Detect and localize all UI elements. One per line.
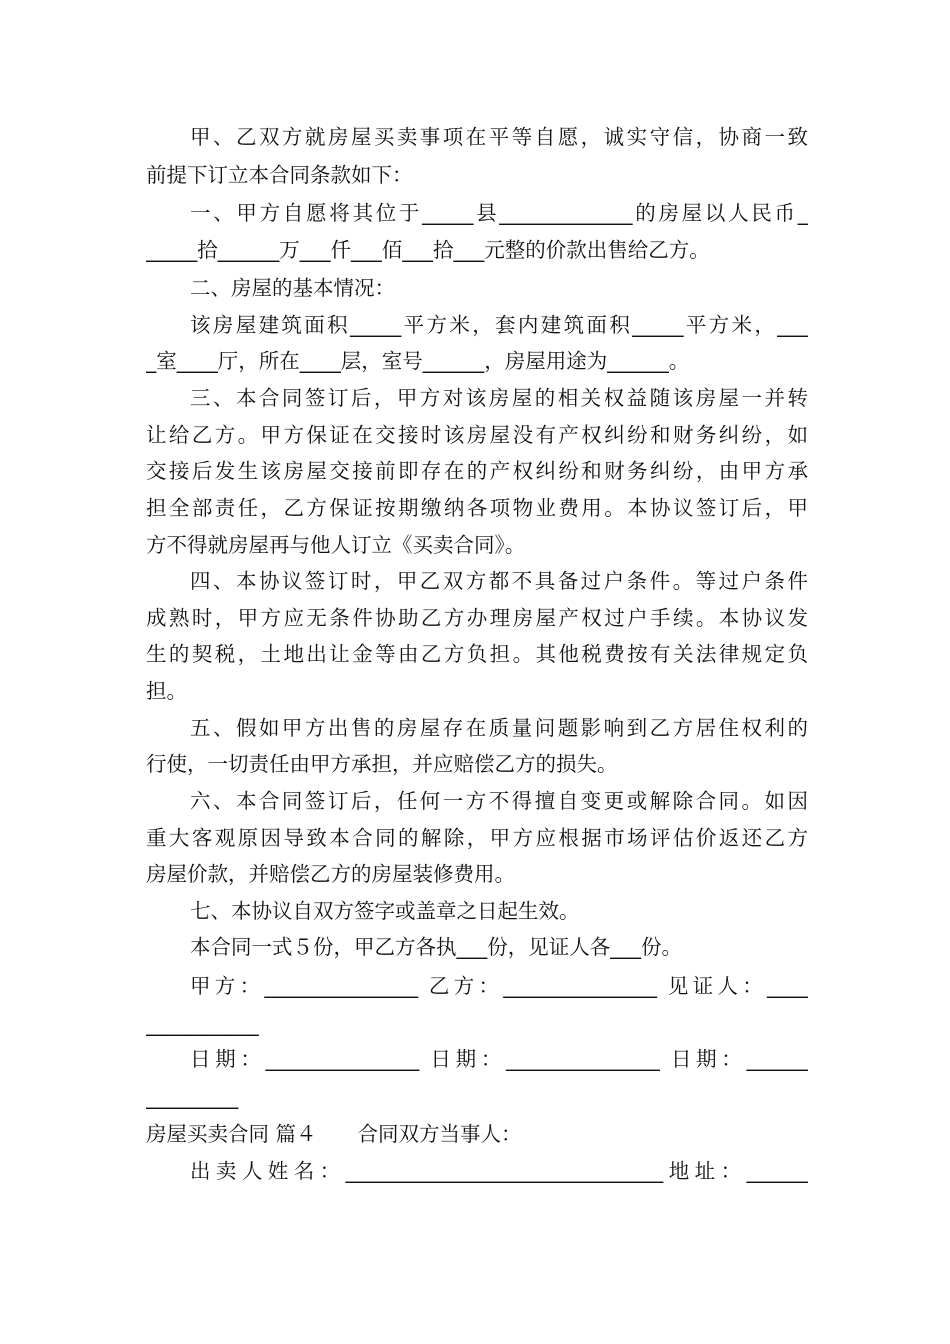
text-line: _____拾______万___仟___佰___拾___元整的价款出售给乙方。 xyxy=(146,238,710,262)
text-line: 六、本合同签订后，任何一方不得擅自变更或解除合同。如因 xyxy=(190,789,808,813)
date-line-continued: _________ xyxy=(146,1085,239,1109)
section-heading: 房屋买卖合同 篇４ 合同双方当事人： xyxy=(146,1122,522,1146)
text-line: 担全部责任，乙方保证按期缴纳各项物业费用。本协议签订后，甲 xyxy=(146,496,808,520)
text-line: 四、本协议签订时，甲乙双方都不具备过户条件。等过户条件 xyxy=(190,569,808,593)
text-line: 二、房屋的基本情况： xyxy=(190,276,395,300)
text-line: _室____厅，所在____层，室号______，房屋用途为______。 xyxy=(146,349,690,373)
text-line: 行使，一切责任由甲方承担，并应赔偿乙方的损失。 xyxy=(146,752,618,776)
text-line: 前提下订立本合同条款如下： xyxy=(146,163,413,187)
text-line: 交接后发生该房屋交接前即存在的产权纠纷和财务纠纷，由甲方承 xyxy=(146,459,808,483)
text-line: 甲、乙双方就房屋买卖事项在平等自愿，诚实守信，协商一致 xyxy=(190,125,808,149)
text-line: 生的契税，土地出让金等由乙方负担。其他税费按有关法律规定负 xyxy=(146,642,808,666)
text-line: 成熟时，甲方应无条件协助乙方办理房屋产权过户手续。本协议发 xyxy=(146,606,808,630)
text-line: 房屋价款，并赔偿乙方的房屋装修费用。 xyxy=(146,862,515,886)
text-line: 五、假如甲方出售的房屋存在质量问题影响到乙方居住权利的 xyxy=(190,716,808,740)
text-line: 该房屋建筑面积_____平方米，套内建筑面积_____平方米，___ xyxy=(190,313,808,337)
date-line: 日期：_______________ 日期：_______________ 日期：______ xyxy=(190,1047,808,1071)
signature-line: 甲方：_______________ 乙方：_______________ 见证人：____ xyxy=(190,974,808,998)
text-line: 担。 xyxy=(146,679,187,703)
text-line: 一、甲方自愿将其位于_____县_____________的房屋以人民币_ xyxy=(190,201,808,225)
text-line: 本合同一式５份，甲乙方各执___份，见证人各___份。 xyxy=(190,935,682,959)
text-line: 让给乙方。甲方保证在交接时该房屋没有产权纠纷和财务纠纷，如 xyxy=(146,423,808,447)
signature-line-continued: ___________ xyxy=(146,1012,259,1036)
text-line: 七、本协议自双方签字或盖章之日起生效。 xyxy=(190,899,580,923)
text-line: 三、本合同签订后，甲方对该房屋的相关权益随该房屋一并转 xyxy=(190,386,808,410)
text-line: 方不得就房屋再与他人订立《买卖合同》。 xyxy=(146,533,526,557)
text-line: 重大客观原因导致本合同的解除，甲方应根据市场评估价返还乙方 xyxy=(146,826,808,850)
seller-name-line: 出卖人姓名：_______________________________地址：______ xyxy=(190,1159,808,1183)
